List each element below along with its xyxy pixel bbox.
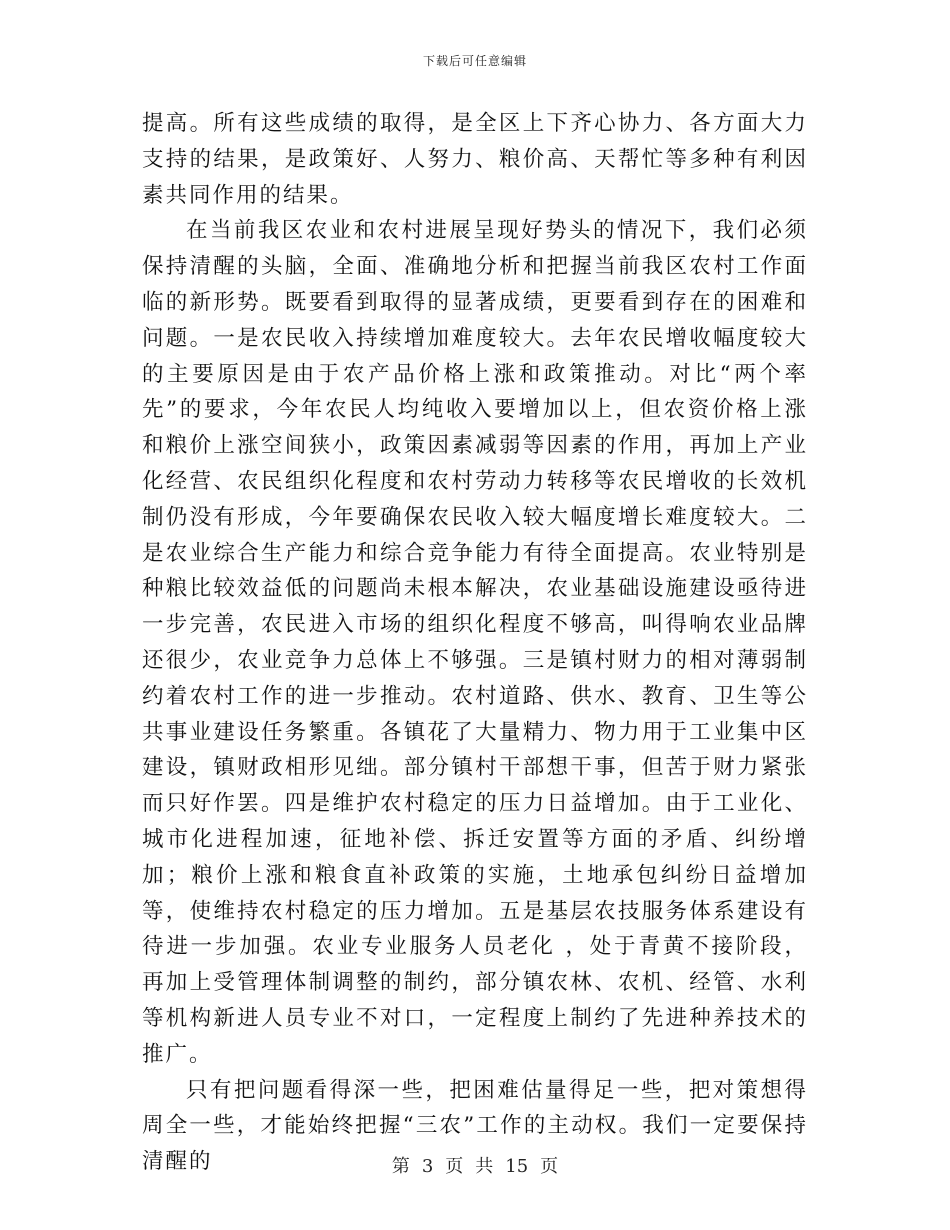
footer-total-prefix: 共 [475, 1156, 494, 1177]
page-footer [0, 1152, 950, 1178]
page-header: 下载后可任意编辑 [422, 54, 527, 68]
paragraph-analysis: 在当前我区农业和农村进展呈现好势头的情况下，我们必须保持清醒的头脑，全面、准确地分析和把握当前我区农村工作面临的新形势。既要看到取得的显著成绩，更要看到存在的困难和问题。一是农民收入持续增加难度较大。去年农民增收幅度较大的主要原因是由于农产品价格上涨和政策推动。对比“两个率先”的要求，今年农民人均纯收入要增加以上，但农资价格上涨和粮价上涨空间狭小，政策因素减弱等因素的作用，再加上产业化经营、农民组织化程度和农村劳动力转移等农民增收的长效机制仍没有形成，今年要确保农民收入较大幅度增长难度较大。二是农业综合生产能力和综合竞争能力有待全面提高。农业特别是种粮比较效益低的问题尚未根本解决，农业基础设施建设亟待进一步完善，农民进入市场的组织化程度不够高，叫得响农业品牌还很少，农业竞争力总体上不够强。三是镇村财力的相对薄弱制约着农村工作的进一步推动。农村道路、供水、教育、卫生等公共事业建设任务繁重。各镇花了大量精力、物力用于工业集中区建设，镇财政相形见绌。部分镇村干部想干事，但苦于财力紧张而只好作罢。四是维护农村稳定的压力日益增加。由于工业化、城市化进程加速，征地补偿、拆迁安置等方面的矛盾、纠纷增加；粮价上涨和粮食直补政策的实施，土地承包纠纷日益增加等，使维持农村稳定的压力增加。五是基层农技服务体系建设有待进一步加强。农业专业服务人员老化 ，处于青黄不接阶段，再加上受管理体制调整的制约，部分镇农林、农机、经管、水利等机构新进人员专业不对口，一定程度上制约了先进种养技术的推广。 [142, 218, 808, 1067]
paragraph-conclusion: 只有把问题看得深一些，把困难估量得足一些，把对策想得周全一些，才能始终把握“三农”工作的主动权。我们一定要保持清醒的 [142, 1077, 808, 1175]
footer-total-label: 页 [540, 1156, 559, 1177]
footer-page-number: 3 [421, 1156, 434, 1177]
paragraph-continuation: 提高。所有这些成绩的取得，是全区上下齐心协力、各方面大力支持的结果，是政策好、人努力、粮价高、天帮忙等多种有利因素共同作用的结果。 [142, 111, 808, 208]
footer-prefix: 第 [391, 1156, 410, 1177]
footer-total-pages: 15 [505, 1156, 529, 1177]
footer-page-label: 页 [445, 1156, 464, 1177]
document-body [142, 106, 808, 1180]
